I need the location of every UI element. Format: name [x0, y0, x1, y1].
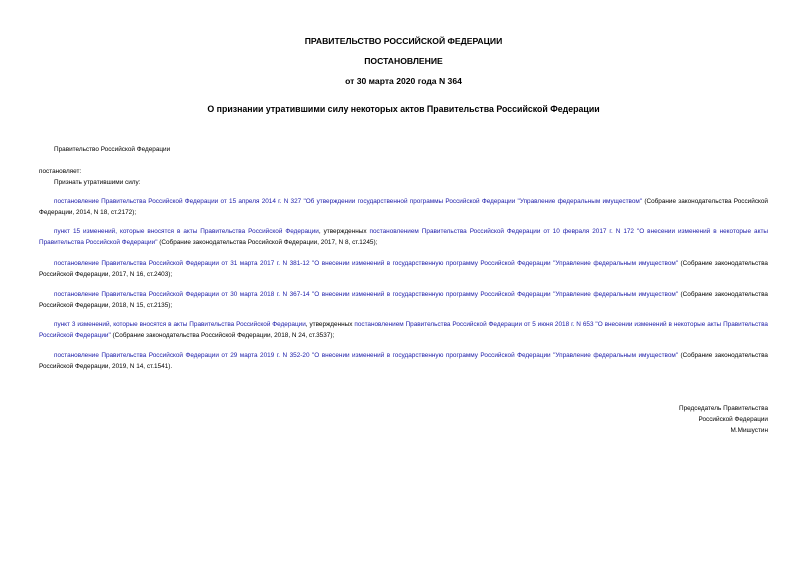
act-citation: (Собрание законодательства Российской Федерации, 2014, N 18, ст.2172);: [39, 198, 769, 216]
document-title: О признании утратившими силу некоторых актов Правительства Российской Федерации: [207, 104, 600, 114]
list-item: [39, 227, 768, 248]
act-citation: (Собрание законодательства Российской Федерации, 2019, N 14, ст.1541).: [39, 352, 768, 370]
document-type: ПОСТАНОВЛЕНИЕ: [364, 56, 443, 66]
act-connector: , утвержденных: [305, 321, 355, 328]
act-link[interactable]: пункт 3 изменений, которые вносятся в акты Правительства Российской Федерации: [54, 321, 306, 328]
act-link[interactable]: постановление Правительства Российской Федерации от 15 апреля 2014 г. N 327 "Об утверждении государственной программы Российской Федерации "Управление федеральным имуществом": [54, 198, 643, 205]
list-item: [39, 320, 768, 341]
act-link[interactable]: постановление Правительства Российской Федерации от 31 марта 2017 г. N 381-12 "О внесении изменений в государственную программу Российской Федерации "Управление федеральным имуществом": [54, 260, 679, 267]
decides-text: постановляет:: [39, 168, 82, 175]
act-link[interactable]: пункт 15 изменений, которые вносятся в акты Правительства Российской Федерации: [54, 228, 319, 235]
list-item: [39, 197, 768, 218]
act-citation: (Собрание законодательства Российской Федерации, 2017, N 8, ст.1245);: [157, 238, 378, 246]
act-citation: (Собрание законодательства Российской Федерации, 2017, N 16, ст.2403);: [39, 260, 768, 278]
act-link[interactable]: постановление Правительства Российской Федерации от 30 марта 2018 г. N 367-14 "О внесении изменений в государственную программу Российской Федерации "Управление федеральным имуществом": [54, 291, 679, 298]
recognize-text: Признать утратившими силу:: [54, 179, 141, 186]
act-link[interactable]: постановлением Правительства Российской Федерации от 5 июня 2018 г. N 653 "О внесении изменений в некоторые акты Правительства Российской Федерации": [39, 321, 768, 339]
preamble: Правительство Российской Федерации: [54, 146, 171, 153]
signatory-org: Российской Федерации: [698, 416, 768, 423]
document-date-number: от 30 марта 2020 года N 364: [345, 76, 462, 86]
act-link[interactable]: постановление Правительства Российской Федерации от 29 марта 2019 г. N 352-20 "О внесении изменений в государственную программу Российской Федерации "Управление федеральным имуществом": [54, 352, 679, 359]
act-connector: , утвержденных: [318, 228, 370, 235]
signatory-title: Председатель Правительства: [679, 405, 768, 412]
list-item: [39, 351, 768, 372]
signatory-name: М.Мишустин: [730, 427, 768, 434]
act-citation: (Собрание законодательства Российской Федерации, 2018, N 24, ст.3537);: [110, 331, 335, 339]
issuing-authority: ПРАВИТЕЛЬСТВО РОССИЙСКОЙ ФЕДЕРАЦИИ: [304, 36, 503, 46]
list-item: [39, 259, 768, 280]
list-item: [39, 290, 768, 311]
act-citation: (Собрание законодательства Российской Федерации, 2018, N 15, ст.2135);: [39, 291, 768, 309]
act-link[interactable]: постановлением Правительства Российской Федерации от 10 февраля 2017 г. N 172 "О внесении изменений в некоторые акты Правительства Российской Федерации": [39, 228, 768, 246]
